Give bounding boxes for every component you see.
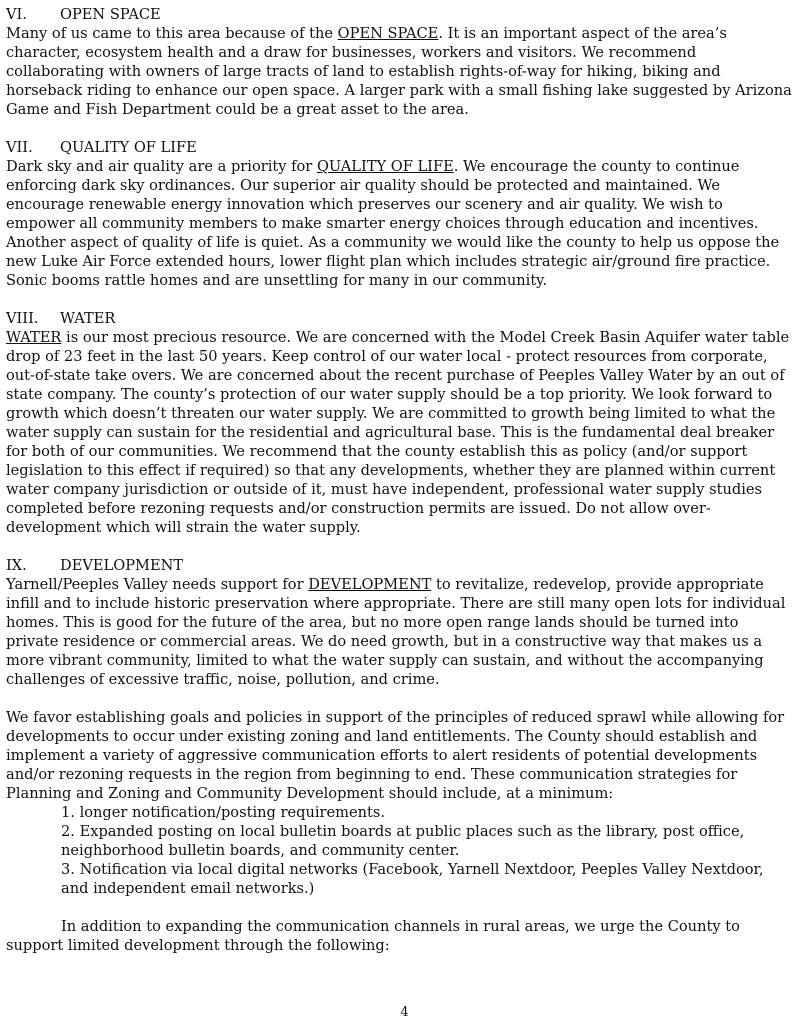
- spacer: [6, 898, 793, 917]
- section-open-space: [6, 5, 793, 119]
- section-body: [6, 575, 793, 689]
- underlined-keyword: QUALITY OF LIFE: [316, 158, 454, 175]
- section-heading: [6, 138, 793, 157]
- list-item: 1. longer notification/posting requirements.: [61, 804, 385, 821]
- section-development: [6, 556, 793, 689]
- section-quality-of-life: [6, 138, 793, 290]
- list-item: 2. Expanded posting on local bulletin boards at public places such as the library, post office, neighborhood bulletin boards, and community center.: [61, 823, 745, 859]
- communication-list: [6, 803, 793, 898]
- section-heading: [6, 309, 793, 328]
- closing-paragraph: In addition to expanding the communication channels in rural areas, we urge the County to support limited development through the following:: [6, 918, 740, 954]
- section-number: IX.: [6, 557, 27, 574]
- section-title: OPEN SPACE: [60, 6, 161, 23]
- section-title: DEVELOPMENT: [60, 557, 184, 574]
- section-number: VIII.: [6, 310, 39, 327]
- section-number: VI.: [6, 6, 27, 23]
- section-heading: [6, 556, 793, 575]
- list-item: 3. Notification via local digital networks (Facebook, Yarnell Nextdoor, Peeples Valley Nextdoor, and independent email networks.): [61, 861, 764, 897]
- body-text: to revitalize, redevelop, provide appropriate infill and to include historic preservation where appropriate. There are still many open lots for individual homes. This is good for the future of the area, but no more open range lands should be turned into private residence or commercial areas. We do need growth, but in a constructive way that makes us a more vibrant community, limited to what the water supply can sustain, and without the accompanying challenges of excessive traffic, noise, pollution, and crime.: [6, 576, 786, 688]
- section-heading: [6, 5, 793, 24]
- underlined-keyword: OPEN SPACE: [337, 25, 439, 42]
- section-body: [6, 24, 793, 119]
- body-text: Yarnell/Peeples Valley needs support for: [6, 576, 309, 593]
- section-number: VII.: [6, 139, 33, 156]
- section-body: [6, 157, 793, 290]
- section-title: QUALITY OF LIFE: [60, 139, 197, 156]
- body-text: . We encourage the county to continue enforcing dark sky ordinances. Our superior air quality should be protected and maintained. We encourage renewable energy innovation which preserves our scenery and air quality. We wish to empower all community members to make smarter energy choices through education and incentives. Another aspect of quality of life is quiet. As a community we would like the county to help us oppose the new Luke Air Force extended hours, lower flight plan which includes strategic air/ground fire practice. Sonic booms rattle homes and are unsettling for many in our community.: [6, 158, 780, 289]
- section-title: WATER: [60, 310, 116, 327]
- section-water: [6, 309, 793, 537]
- underlined-keyword: WATER: [6, 329, 62, 346]
- underlined-keyword: DEVELOPMENT: [308, 576, 432, 593]
- body-text: Many of us came to this area because of the: [6, 25, 338, 42]
- page-number: 4: [400, 1005, 409, 1020]
- favor-paragraph: We favor establishing goals and policies in support of the principles of reduced sprawl while allowing for developments to occur under existing zoning and land entitlements. The County should establish and implement a variety of aggressive communication efforts to alert residents of potential developments and/or rezoning requests in the region from beginning to end. These communication strategies for Planning and Zoning and Community Development should include, at a minimum:: [6, 709, 785, 802]
- section-body: [6, 328, 793, 537]
- body-text: is our most precious resource. We are concerned with the Model Creek Basin Aquifer water table drop of 23 feet in the last 50 years. Keep control of our water local - protect resources from corporate, out-of-state take overs. We are concerned about the recent purchase of Peeples Valley Water by an out of state company. The county’s protection of our water supply should be a top priority. We look forward to growth which doesn’t threaten our water supply. We are committed to growth being limited to what the water supply can sustain for the residential and agricultural base. This is the fundamental deal breaker for both of our communities. We recommend that the county establish this as policy (and/or support legislation to this effect if required) so that any developments, whether they are planned within current water company jurisdiction or outside of it, must have independent, professional water supply studies completed before rezoning requests and/or construction permits are issued. Do not allow over-development which will strain the water supply.: [6, 329, 790, 536]
- body-text: . It is an important aspect of the area’s character, ecosystem health and a draw for businesses, workers and visitors. We recommend collaborating with owners of large tracts of land to establish rights-of-way for hiking, biking and horseback riding to enhance our open space. A larger park with a small fishing lake suggested by Arizona Game and Fish Department could be a great asset to the area.: [6, 25, 792, 118]
- body-text: Dark sky and air quality are a priority for: [6, 158, 317, 175]
